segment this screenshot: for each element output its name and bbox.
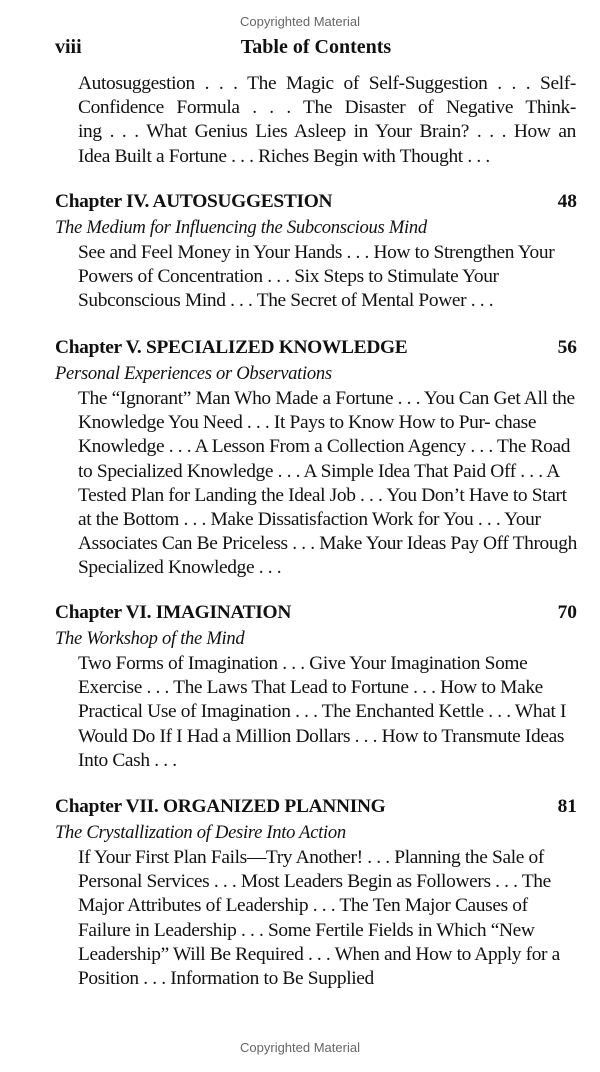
summary-line: Your Subconscious Mind . . . The Secret of Mental Power . . . bbox=[78, 266, 499, 312]
summary-line: Paid Off . . . A Tested Plan for Landing the Ideal Job . . . You bbox=[78, 460, 559, 506]
summary-line: chase Knowledge . . . A Lesson From a Collection Agency . . . bbox=[78, 412, 537, 458]
summary-line: Idea Built a Fortune . . . Riches Begin with Thought . . . bbox=[78, 145, 490, 167]
chapter-page-number: 70 bbox=[557, 602, 577, 623]
continued-chapter-summary bbox=[78, 72, 576, 169]
chapter-title: Chapter V. SPECIALIZED KNOWLEDGE bbox=[55, 337, 408, 358]
summary-line: If Your First Plan Fails—Try Another! . . . Planning the Sale of bbox=[78, 847, 544, 868]
summary-line: Your Powers of Concentration . . . Six Steps to Stimulate bbox=[78, 242, 555, 288]
chapter-title: Chapter IV. AUTOSUGGESTION bbox=[55, 191, 333, 212]
summary-line: Work for You . . . Your Associates Can Be Priceless . . . Make bbox=[78, 509, 541, 555]
chapter-subtitle: The Medium for Influencing the Subconscious Mind bbox=[55, 217, 427, 238]
summary-line: Causes of Failure in Leadership . . . Some Fertile Fields in bbox=[78, 895, 528, 941]
summary-line: Which “New Leadership” Will Be Required . . . When and bbox=[78, 919, 535, 965]
chapter-page-number: 56 bbox=[557, 337, 577, 358]
page-header bbox=[55, 36, 577, 62]
chapter-entry-6 bbox=[55, 602, 577, 773]
chapter-subtitle: Personal Experiences or Observations bbox=[55, 363, 332, 384]
summary-line: How to Apply for a Position . . . Information to Be Supplied bbox=[78, 943, 560, 990]
copyright-notice-top: Copyrighted Material bbox=[240, 14, 360, 29]
chapter-summary bbox=[78, 387, 577, 581]
chapter-title: Chapter VI. IMAGINATION bbox=[55, 602, 292, 623]
summary-line: The Road to Specialized Knowledge . . . A Simple Idea That bbox=[78, 436, 571, 482]
chapter-entry-5 bbox=[55, 337, 577, 581]
summary-line: What I Would Do If I Had a Million Dollars . . . How to bbox=[78, 701, 567, 747]
summary-line: Your Ideas Pay Off Through Specialized Knowledge . . . bbox=[78, 533, 577, 579]
summary-line: Transmute Ideas Into Cash . . . bbox=[78, 725, 565, 771]
chapter-page-number: 48 bbox=[557, 191, 577, 212]
chapter-subtitle: The Crystallization of Desire Into Action bbox=[55, 822, 346, 843]
summary-line: The Major Attributes of Leadership . . . The Ten Major bbox=[78, 871, 551, 917]
summary-line: Two Forms of Imagination . . . Give Your Imagination Some bbox=[78, 653, 528, 674]
summary-line: All the Knowledge You Need . . . It Pays to Know How to Pur- bbox=[78, 388, 575, 434]
chapter-entry-4 bbox=[55, 191, 577, 314]
summary-line: Autosuggestion . . . The Magic of Self-Suggestion . . . Self- bbox=[78, 73, 576, 94]
summary-line: See and Feel Money in Your Hands . . . How to Strengthen bbox=[78, 242, 515, 263]
chapter-summary bbox=[78, 846, 577, 991]
summary-line: Confidence Formula . . . The Disaster of Negative Think- bbox=[78, 97, 576, 119]
summary-line: Exercise . . . The Laws That Lead to Fortune . . . How to Make bbox=[78, 677, 543, 699]
summary-line: The “Ignorant” Man Who Made a Fortune . . . You Can Get bbox=[78, 388, 521, 409]
chapter-page-number: 81 bbox=[557, 796, 577, 817]
chapter-entry-7 bbox=[55, 796, 577, 991]
copyright-notice-bottom: Copyrighted Material bbox=[240, 1040, 360, 1055]
summary-line: ing . . . What Genius Lies Asleep in Your Brain? . . . How an bbox=[78, 121, 576, 143]
chapter-summary bbox=[78, 241, 577, 314]
running-title: Table of Contents bbox=[240, 36, 392, 58]
chapter-summary bbox=[78, 652, 577, 773]
summary-line: Don’t Have to Start at the Bottom . . . Make Dissatisfaction bbox=[78, 484, 567, 531]
chapter-subtitle: The Workshop of the Mind bbox=[55, 628, 245, 649]
summary-line: Practical Use of Imagination . . . The Enchanted Kettle . . . bbox=[78, 701, 511, 723]
chapter-title: Chapter VII. ORGANIZED PLANNING bbox=[55, 796, 386, 817]
summary-line: Personal Services . . . Most Leaders Begin as Followers . . . bbox=[78, 871, 518, 893]
page-number: viii bbox=[55, 36, 82, 58]
